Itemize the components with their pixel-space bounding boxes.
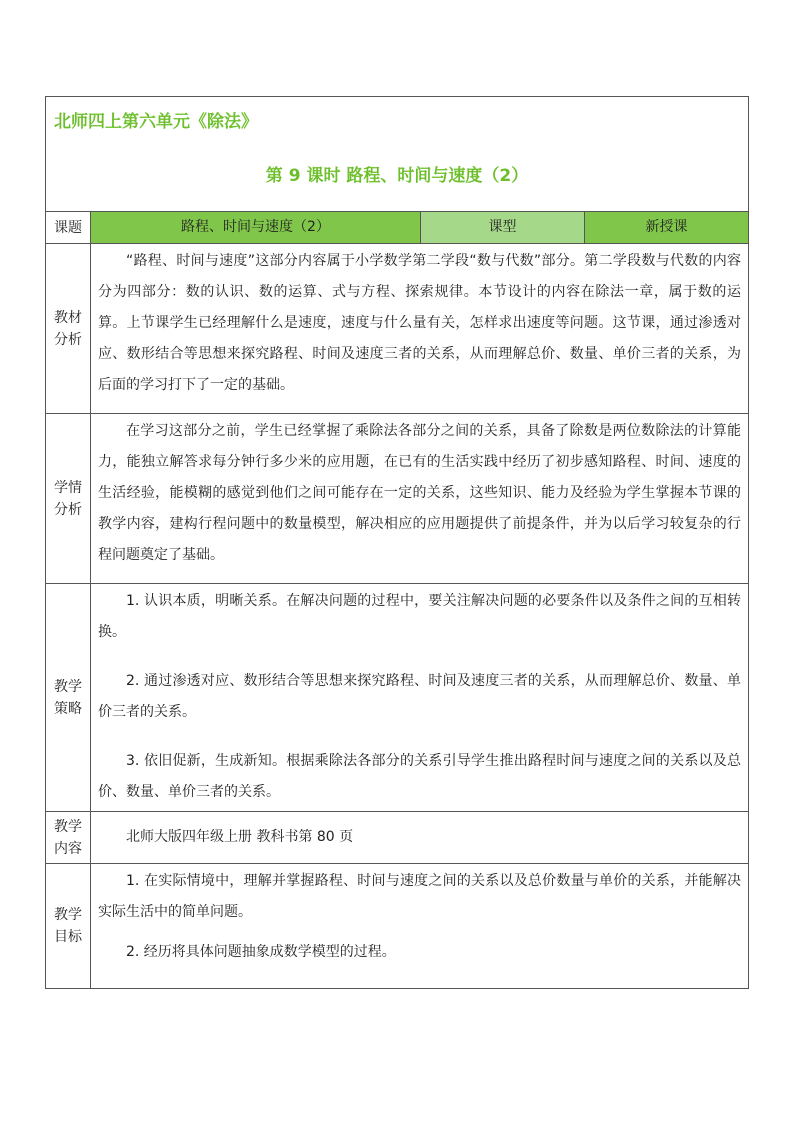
- lesson-plan-table: [45, 96, 749, 989]
- teaching-strategy-row: [46, 584, 748, 812]
- strategy-item: 2. 通过渗透对应、数形结合等思想来探究路程、时间及速度三者的关系，从而理解总价、数量、单价三者的关系。: [98, 673, 741, 720]
- student-analysis-row: [46, 414, 748, 584]
- topic-row: [46, 212, 748, 244]
- topic-title: 路程、时间与速度（2）: [91, 212, 421, 243]
- student-analysis-text: 在学习这部分之前，学生已经掌握了乘除法各部分之间的关系，具备了除数是两位数除法的计算能力，能独立解答求每分钟行多少米的应用题，在已有的生活实践中经历了初步感知路程、时间、速度的生活经验，能模糊的感觉到他们之间可能存在一定的关系，这些知识、能力及经验为学生掌握本节课的教学内容，建构行程问题中的数量模型，解决相应的应用题提供了前提条件，并为以后学习较复杂的行程问题奠定了基础。: [98, 423, 741, 563]
- teaching-strategy-label: 教学策略: [46, 584, 91, 811]
- textbook-analysis-content: [91, 244, 748, 413]
- topic-label: 课题: [46, 212, 91, 243]
- teaching-content-content: [91, 812, 748, 863]
- strategy-item: 3. 依旧促新，生成新知。根据乘除法各部分的关系引导学生推出路程时间与速度之间的关系以及总价、数量、单价三者的关系。: [98, 753, 741, 800]
- teaching-content-row: [46, 812, 748, 864]
- lesson-type-value: 新授课: [585, 212, 748, 243]
- textbook-analysis-label: 教材分析: [46, 244, 91, 413]
- teaching-goals-label: 教学目标: [46, 864, 91, 988]
- teaching-content-label: 教学内容: [46, 812, 91, 863]
- unit-title: 北师四上第六单元《除法》: [54, 112, 258, 132]
- teaching-goals-row: [46, 864, 748, 988]
- table-header: [46, 97, 748, 212]
- goal-item: 2. 经历将具体问题抽象成数学模型的过程。: [126, 944, 396, 960]
- teaching-strategy-content: [91, 584, 748, 811]
- textbook-analysis-text: “路程、时间与速度”这部分内容属于小学数学第二学段“数与代数”部分。第二学段数与代数的内容分为四部分：数的认识、数的运算、式与方程、探索规律。本节设计的内容在除法一章，属于数的运算。上节课学生已经理解什么是速度，速度与什么量有关，怎样求出速度等问题。这节课，通过渗透对应、数形结合等思想来探究路程、时间及速度三者的关系，从而理解总价、数量、单价三者的关系，为后面的学习打下了一定的基础。: [98, 253, 741, 393]
- strategy-item: 1. 认识本质，明晰关系。在解决问题的过程中，要关注解决问题的必要条件以及条件之间的互相转换。: [98, 593, 741, 640]
- textbook-analysis-row: [46, 244, 748, 414]
- lesson-type-label: 课型: [421, 212, 585, 243]
- goal-item: 1. 在实际情境中，理解并掌握路程、时间与速度之间的关系以及总价数量与单价的关系，并能解决实际生活中的简单问题。: [98, 873, 741, 920]
- teaching-goals-content: [91, 864, 748, 988]
- teaching-content-text: 北师大版四年级上册 教科书第 80 页: [126, 829, 354, 845]
- student-analysis-label: 学情分析: [46, 414, 91, 583]
- student-analysis-content: [91, 414, 748, 583]
- lesson-title: 第 9 课时 路程、时间与速度（2）: [265, 166, 529, 186]
